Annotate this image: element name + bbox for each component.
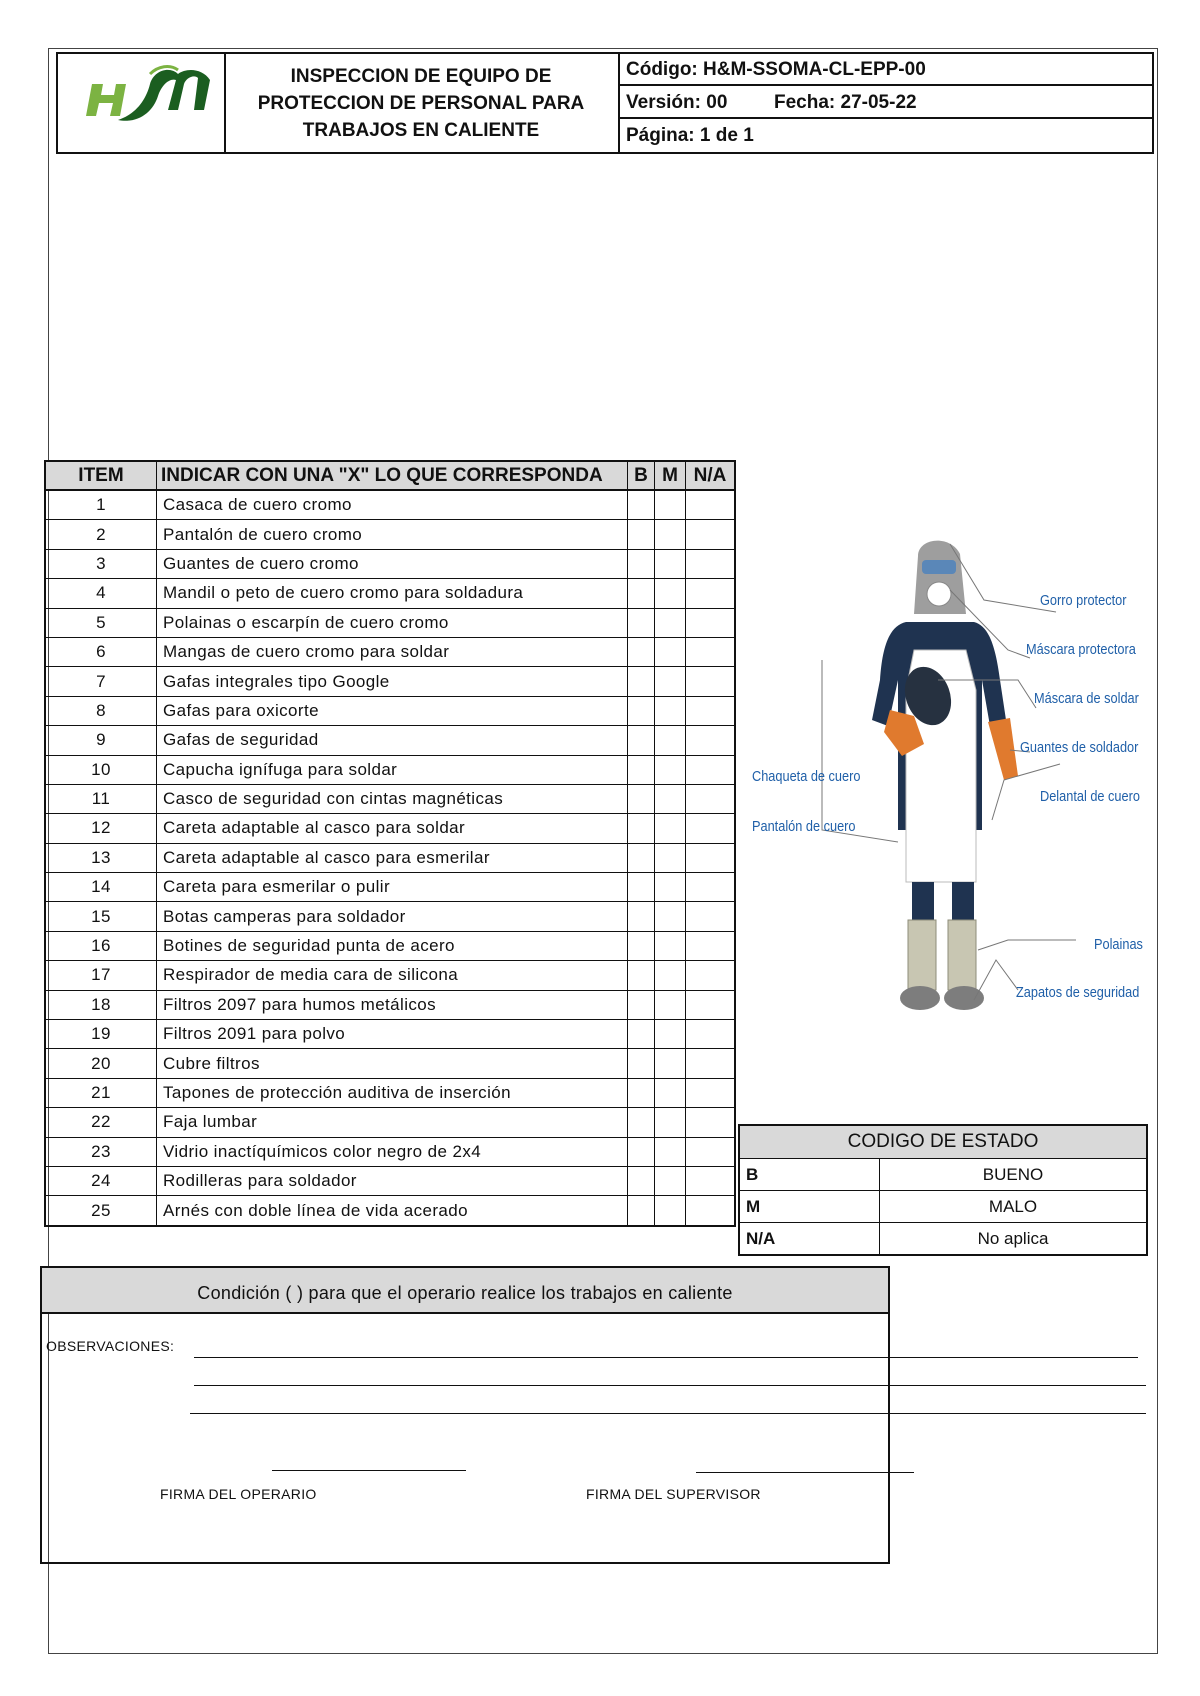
m-checkbox[interactable] [655, 696, 686, 725]
condition-heading: Condición ( ) para que el operario realice los trabajos en caliente [42, 1268, 888, 1314]
b-checkbox[interactable] [628, 990, 655, 1019]
label-zapatos-seguridad: Zapatos de seguridad [1016, 984, 1140, 1001]
item-description: Gafas integrales tipo Google [157, 667, 628, 696]
b-checkbox[interactable] [628, 873, 655, 902]
legend-code: N/A [739, 1223, 880, 1256]
checklist-row [45, 608, 735, 637]
item-description: Pantalón de cuero cromo [157, 520, 628, 549]
na-checkbox[interactable] [686, 961, 736, 990]
b-checkbox[interactable] [628, 1020, 655, 1049]
b-checkbox[interactable] [628, 608, 655, 637]
item-number: 15 [45, 902, 157, 931]
legend-row [739, 1191, 1147, 1223]
na-checkbox[interactable] [686, 1020, 736, 1049]
b-checkbox[interactable] [628, 843, 655, 872]
b-checkbox[interactable] [628, 520, 655, 549]
m-checkbox[interactable] [655, 961, 686, 990]
checklist-row [45, 990, 735, 1019]
item-number: 3 [45, 549, 157, 578]
item-number: 2 [45, 520, 157, 549]
na-checkbox[interactable] [686, 1078, 736, 1107]
b-checkbox[interactable] [628, 549, 655, 578]
item-number: 20 [45, 1049, 157, 1078]
checklist-row [45, 843, 735, 872]
na-checkbox[interactable] [686, 1137, 736, 1166]
b-checkbox[interactable] [628, 1166, 655, 1195]
logo-cell [58, 54, 226, 152]
legend-row [739, 1159, 1147, 1191]
m-checkbox[interactable] [655, 667, 686, 696]
b-checkbox[interactable] [628, 961, 655, 990]
document-title: INSPECCION DE EQUIPO DE PROTECCION DE PERSONAL PARA TRABAJOS EN CALIENTE [224, 54, 620, 152]
item-description: Faja lumbar [157, 1108, 628, 1137]
label-mascara-protectora: Máscara protectora [1026, 641, 1136, 658]
b-checkbox[interactable] [628, 726, 655, 755]
b-checkbox[interactable] [628, 814, 655, 843]
checklist-header-row [45, 461, 735, 490]
observations-line-1[interactable] [194, 1357, 1138, 1358]
item-number: 5 [45, 608, 157, 637]
na-checkbox[interactable] [686, 637, 736, 666]
na-checkbox[interactable] [686, 549, 736, 578]
legend-code: B [739, 1159, 880, 1191]
m-checkbox[interactable] [655, 843, 686, 872]
checklist-row [45, 814, 735, 843]
welder-figure [872, 541, 1018, 1010]
checklist-row [45, 1196, 735, 1226]
na-checkbox[interactable] [686, 1166, 736, 1195]
welder-ppe-illustration [738, 530, 1158, 1090]
legend-code: M [739, 1191, 880, 1223]
item-description: Botines de seguridad punta de acero [157, 931, 628, 960]
label-mascara-soldar: Máscara de soldar [1034, 690, 1139, 707]
status-code-legend [738, 1124, 1148, 1256]
supervisor-signature-line[interactable] [696, 1472, 914, 1473]
na-checkbox[interactable] [686, 579, 736, 608]
b-checkbox[interactable] [628, 1049, 655, 1078]
page-number: Página: 1 de 1 [626, 125, 754, 146]
observations-line-2[interactable] [194, 1385, 1146, 1386]
checklist-row [45, 1108, 735, 1137]
item-number: 16 [45, 931, 157, 960]
item-number: 23 [45, 1137, 157, 1166]
document-header [56, 52, 1154, 154]
company-logo [58, 54, 224, 152]
na-checkbox[interactable] [686, 520, 736, 549]
na-checkbox[interactable] [686, 1049, 736, 1078]
item-description: Vidrio inactíquímicos color negro de 2x4 [157, 1137, 628, 1166]
legend-meaning: No aplica [880, 1223, 1148, 1256]
b-checkbox[interactable] [628, 579, 655, 608]
ppe-checklist-table [44, 460, 736, 1227]
na-checkbox[interactable] [686, 990, 736, 1019]
condition-box [40, 1266, 890, 1564]
item-number: 17 [45, 961, 157, 990]
checklist-row [45, 1078, 735, 1107]
na-checkbox[interactable] [686, 784, 736, 813]
item-description: Respirador de media cara de silicona [157, 961, 628, 990]
na-checkbox[interactable] [686, 726, 736, 755]
b-checkbox[interactable] [628, 931, 655, 960]
b-checkbox[interactable] [628, 667, 655, 696]
checklist-row [45, 520, 735, 549]
m-checkbox[interactable] [655, 814, 686, 843]
m-checkbox[interactable] [655, 1166, 686, 1195]
item-description: Tapones de protección auditiva de inserción [157, 1078, 628, 1107]
version-date-row [620, 87, 1152, 119]
checklist-row [45, 902, 735, 931]
m-header: M [655, 461, 686, 490]
na-checkbox[interactable] [686, 902, 736, 931]
na-checkbox[interactable] [686, 608, 736, 637]
m-checkbox[interactable] [655, 726, 686, 755]
item-number: 19 [45, 1020, 157, 1049]
legend-row [739, 1223, 1147, 1256]
checklist-row [45, 667, 735, 696]
legend-meaning: MALO [880, 1191, 1148, 1223]
supervisor-signature-label: FIRMA DEL SUPERVISOR [586, 1486, 761, 1502]
na-checkbox[interactable] [686, 696, 736, 725]
instruction-header: INDICAR CON UNA "X" LO QUE CORRESPONDA [157, 461, 628, 490]
checklist-row [45, 1137, 735, 1166]
m-checkbox[interactable] [655, 520, 686, 549]
item-description: Guantes de cuero cromo [157, 549, 628, 578]
m-checkbox[interactable] [655, 549, 686, 578]
item-description: Careta para esmerilar o pulir [157, 873, 628, 902]
item-description: Casaca de cuero cromo [157, 490, 628, 520]
item-number: 22 [45, 1108, 157, 1137]
item-description: Filtros 2097 para humos metálicos [157, 990, 628, 1019]
m-checkbox[interactable] [655, 1137, 686, 1166]
item-description: Botas camperas para soldador [157, 902, 628, 931]
b-checkbox[interactable] [628, 696, 655, 725]
na-checkbox[interactable] [686, 873, 736, 902]
m-checkbox[interactable] [655, 784, 686, 813]
b-checkbox[interactable] [628, 1196, 655, 1226]
document-code: Código: H&M-SSOMA-CL-EPP-00 [620, 54, 1152, 86]
b-checkbox[interactable] [628, 784, 655, 813]
na-checkbox[interactable] [686, 755, 736, 784]
m-checkbox[interactable] [655, 1049, 686, 1078]
m-checkbox[interactable] [655, 1108, 686, 1137]
item-number: 1 [45, 490, 157, 520]
item-description: Gafas de seguridad [157, 726, 628, 755]
checklist-row [45, 549, 735, 578]
checklist-body [45, 490, 735, 1226]
item-description: Rodilleras para soldador [157, 1166, 628, 1195]
checklist-row [45, 490, 735, 520]
item-number: 6 [45, 637, 157, 666]
item-header: ITEM [45, 461, 157, 490]
document-date: Fecha: 27-05-22 [774, 92, 917, 113]
m-checkbox[interactable] [655, 490, 686, 520]
item-number: 12 [45, 814, 157, 843]
b-checkbox[interactable] [628, 1108, 655, 1137]
label-pantalon-cuero: Pantalón de cuero [752, 818, 856, 835]
item-number: 4 [45, 579, 157, 608]
item-description: Mangas de cuero cromo para soldar [157, 637, 628, 666]
b-checkbox[interactable] [628, 1137, 655, 1166]
na-checkbox[interactable] [686, 814, 736, 843]
item-number: 7 [45, 667, 157, 696]
item-number: 14 [45, 873, 157, 902]
checklist-row [45, 873, 735, 902]
item-number: 25 [45, 1196, 157, 1226]
m-checkbox[interactable] [655, 608, 686, 637]
m-checkbox[interactable] [655, 579, 686, 608]
checklist-row [45, 784, 735, 813]
item-description: Capucha ignífuga para soldar [157, 755, 628, 784]
item-description: Casco de seguridad con cintas magnéticas [157, 784, 628, 813]
checklist-row [45, 1166, 735, 1195]
item-description: Careta adaptable al casco para soldar [157, 814, 628, 843]
operator-signature-line[interactable] [272, 1470, 466, 1471]
na-checkbox[interactable] [686, 667, 736, 696]
legend-body [739, 1159, 1147, 1256]
b-header: B [628, 461, 655, 490]
checklist-row [45, 726, 735, 755]
m-checkbox[interactable] [655, 1196, 686, 1226]
checklist-row [45, 1049, 735, 1078]
na-header: N/A [686, 461, 736, 490]
legend-meaning: BUENO [880, 1159, 1148, 1191]
item-description: Gafas para oxicorte [157, 696, 628, 725]
checklist-row [45, 1020, 735, 1049]
item-description: Careta adaptable al casco para esmerilar [157, 843, 628, 872]
m-checkbox[interactable] [655, 1020, 686, 1049]
operator-signature-label: FIRMA DEL OPERARIO [160, 1486, 317, 1502]
item-number: 10 [45, 755, 157, 784]
observations-label: OBSERVACIONES: [46, 1338, 175, 1354]
na-checkbox[interactable] [686, 843, 736, 872]
b-checkbox[interactable] [628, 1078, 655, 1107]
b-checkbox[interactable] [628, 902, 655, 931]
na-checkbox[interactable] [686, 1196, 736, 1226]
label-delantal-cuero: Delantal de cuero [1040, 788, 1140, 805]
checklist-row [45, 637, 735, 666]
checklist-row [45, 755, 735, 784]
legend-title: CODIGO DE ESTADO [739, 1125, 1147, 1159]
b-checkbox[interactable] [628, 637, 655, 666]
m-checkbox[interactable] [655, 1078, 686, 1107]
item-description: Polainas o escarpín de cuero cromo [157, 608, 628, 637]
checklist-row [45, 579, 735, 608]
item-number: 8 [45, 696, 157, 725]
m-checkbox[interactable] [655, 637, 686, 666]
item-number: 18 [45, 990, 157, 1019]
item-description: Mandil o peto de cuero cromo para soldadura [157, 579, 628, 608]
item-number: 24 [45, 1166, 157, 1195]
item-description: Filtros 2091 para polvo [157, 1020, 628, 1049]
item-number: 11 [45, 784, 157, 813]
observations-line-3[interactable] [190, 1413, 1146, 1414]
item-number: 9 [45, 726, 157, 755]
label-chaqueta-cuero: Chaqueta de cuero [752, 768, 861, 785]
na-checkbox[interactable] [686, 931, 736, 960]
checklist-row [45, 696, 735, 725]
m-checkbox[interactable] [655, 873, 686, 902]
m-checkbox[interactable] [655, 902, 686, 931]
m-checkbox[interactable] [655, 931, 686, 960]
item-description: Arnés con doble línea de vida acerado [157, 1196, 628, 1226]
item-number: 13 [45, 843, 157, 872]
na-checkbox[interactable] [686, 490, 736, 520]
b-checkbox[interactable] [628, 490, 655, 520]
m-checkbox[interactable] [655, 755, 686, 784]
label-gorro-protector: Gorro protector [1040, 592, 1127, 609]
na-checkbox[interactable] [686, 1108, 736, 1137]
checklist-row [45, 931, 735, 960]
item-description: Cubre filtros [157, 1049, 628, 1078]
document-meta [620, 54, 1152, 152]
document-version: Versión: 00 [626, 92, 728, 113]
label-guantes-soldador: Guantes de soldador [1020, 739, 1139, 756]
m-checkbox[interactable] [655, 990, 686, 1019]
label-polainas: Polainas [1094, 936, 1143, 953]
checklist-row [45, 961, 735, 990]
item-number: 21 [45, 1078, 157, 1107]
b-checkbox[interactable] [628, 755, 655, 784]
